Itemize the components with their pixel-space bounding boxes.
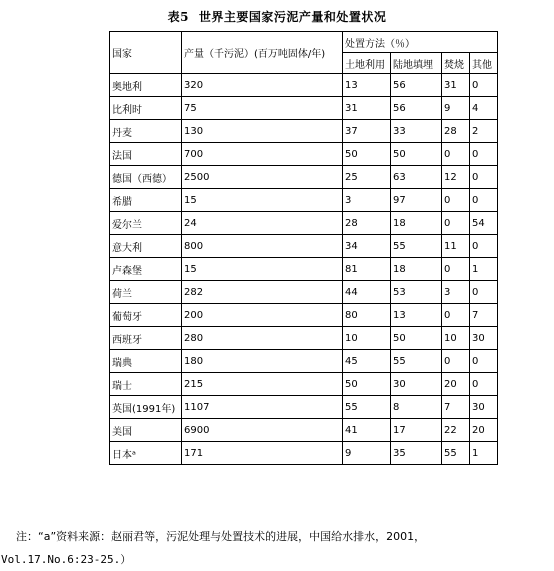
land-use-cell: 81 bbox=[343, 258, 391, 281]
other-cell: 0 bbox=[470, 350, 498, 373]
land-use-cell: 3 bbox=[343, 189, 391, 212]
table-row bbox=[110, 327, 498, 350]
landfill-cell: 55 bbox=[391, 350, 442, 373]
country-cell: 瑞典 bbox=[110, 350, 182, 373]
header-output: 产量（千污泥）(百万吨固体/年) bbox=[182, 32, 343, 74]
landfill-cell: 50 bbox=[391, 143, 442, 166]
other-cell: 7 bbox=[470, 304, 498, 327]
incineration-cell: 0 bbox=[442, 258, 470, 281]
land-use-cell: 34 bbox=[343, 235, 391, 258]
table-row bbox=[110, 442, 498, 465]
incineration-cell: 0 bbox=[442, 304, 470, 327]
country-cell: 德国（西德） bbox=[110, 166, 182, 189]
other-cell: 0 bbox=[470, 235, 498, 258]
table-row bbox=[110, 212, 498, 235]
output-cell: 1107 bbox=[182, 396, 343, 419]
output-cell: 200 bbox=[182, 304, 343, 327]
table-row bbox=[110, 281, 498, 304]
output-cell: 282 bbox=[182, 281, 343, 304]
country-cell: 比利时 bbox=[110, 97, 182, 120]
land-use-cell: 50 bbox=[343, 143, 391, 166]
incineration-cell: 55 bbox=[442, 442, 470, 465]
table-caption: 世界主要国家污泥产量和处置状况 bbox=[198, 10, 387, 24]
country-cell: 英国(1991年) bbox=[110, 396, 182, 419]
table-row bbox=[110, 189, 498, 212]
landfill-cell: 13 bbox=[391, 304, 442, 327]
land-use-cell: 10 bbox=[343, 327, 391, 350]
country-cell: 荷兰 bbox=[110, 281, 182, 304]
table-title bbox=[0, 8, 554, 25]
other-cell: 0 bbox=[470, 373, 498, 396]
other-cell: 0 bbox=[470, 74, 498, 97]
header-incineration: 焚烧 bbox=[442, 53, 470, 74]
land-use-cell: 41 bbox=[343, 419, 391, 442]
land-use-cell: 37 bbox=[343, 120, 391, 143]
landfill-cell: 53 bbox=[391, 281, 442, 304]
landfill-cell: 18 bbox=[391, 258, 442, 281]
incineration-cell: 11 bbox=[442, 235, 470, 258]
incineration-cell: 22 bbox=[442, 419, 470, 442]
other-cell: 2 bbox=[470, 120, 498, 143]
table-row bbox=[110, 74, 498, 97]
table-number: 表5 bbox=[167, 10, 189, 24]
land-use-cell: 25 bbox=[343, 166, 391, 189]
land-use-cell: 80 bbox=[343, 304, 391, 327]
other-cell: 4 bbox=[470, 97, 498, 120]
land-use-cell: 55 bbox=[343, 396, 391, 419]
landfill-cell: 33 bbox=[391, 120, 442, 143]
table-row bbox=[110, 396, 498, 419]
landfill-cell: 35 bbox=[391, 442, 442, 465]
other-cell: 30 bbox=[470, 396, 498, 419]
output-cell: 6900 bbox=[182, 419, 343, 442]
other-cell: 0 bbox=[470, 281, 498, 304]
table-row bbox=[110, 143, 498, 166]
output-cell: 75 bbox=[182, 97, 343, 120]
country-cell: 卢森堡 bbox=[110, 258, 182, 281]
header-country: 国家 bbox=[110, 32, 182, 74]
incineration-cell: 0 bbox=[442, 350, 470, 373]
table-row bbox=[110, 166, 498, 189]
landfill-cell: 63 bbox=[391, 166, 442, 189]
output-cell: 280 bbox=[182, 327, 343, 350]
other-cell: 0 bbox=[470, 166, 498, 189]
land-use-cell: 31 bbox=[343, 97, 391, 120]
header-landfill: 陆地填埋 bbox=[391, 53, 442, 74]
landfill-cell: 97 bbox=[391, 189, 442, 212]
country-cell: 丹麦 bbox=[110, 120, 182, 143]
incineration-cell: 31 bbox=[442, 74, 470, 97]
output-cell: 320 bbox=[182, 74, 343, 97]
landfill-cell: 30 bbox=[391, 373, 442, 396]
incineration-cell: 10 bbox=[442, 327, 470, 350]
output-cell: 171 bbox=[182, 442, 343, 465]
output-cell: 24 bbox=[182, 212, 343, 235]
other-cell: 1 bbox=[470, 258, 498, 281]
incineration-cell: 0 bbox=[442, 212, 470, 235]
incineration-cell: 0 bbox=[442, 143, 470, 166]
country-cell: 西班牙 bbox=[110, 327, 182, 350]
table-row bbox=[110, 120, 498, 143]
land-use-cell: 44 bbox=[343, 281, 391, 304]
country-cell: 希腊 bbox=[110, 189, 182, 212]
country-cell: 瑞士 bbox=[110, 373, 182, 396]
table-row bbox=[110, 258, 498, 281]
table-row bbox=[110, 373, 498, 396]
incineration-cell: 7 bbox=[442, 396, 470, 419]
incineration-cell: 9 bbox=[442, 97, 470, 120]
output-cell: 15 bbox=[182, 258, 343, 281]
output-cell: 15 bbox=[182, 189, 343, 212]
landfill-cell: 17 bbox=[391, 419, 442, 442]
country-cell: 日本ᵃ bbox=[110, 442, 182, 465]
other-cell: 20 bbox=[470, 419, 498, 442]
header-land-use: 土地利用 bbox=[343, 53, 391, 74]
other-cell: 30 bbox=[470, 327, 498, 350]
incineration-cell: 0 bbox=[442, 189, 470, 212]
incineration-cell: 12 bbox=[442, 166, 470, 189]
output-cell: 700 bbox=[182, 143, 343, 166]
footnote-line-2: Vol.17.No.6:23-25.） bbox=[1, 553, 132, 566]
output-cell: 2500 bbox=[182, 166, 343, 189]
incineration-cell: 3 bbox=[442, 281, 470, 304]
other-cell: 54 bbox=[470, 212, 498, 235]
country-cell: 爱尔兰 bbox=[110, 212, 182, 235]
country-cell: 奥地利 bbox=[110, 74, 182, 97]
output-cell: 215 bbox=[182, 373, 343, 396]
output-cell: 180 bbox=[182, 350, 343, 373]
country-cell: 意大利 bbox=[110, 235, 182, 258]
country-cell: 葡萄牙 bbox=[110, 304, 182, 327]
landfill-cell: 56 bbox=[391, 97, 442, 120]
output-cell: 800 bbox=[182, 235, 343, 258]
land-use-cell: 50 bbox=[343, 373, 391, 396]
table-body bbox=[110, 74, 498, 465]
output-cell: 130 bbox=[182, 120, 343, 143]
country-cell: 法国 bbox=[110, 143, 182, 166]
header-disposal-method: 处置方法（％） bbox=[343, 32, 498, 53]
incineration-cell: 20 bbox=[442, 373, 470, 396]
landfill-cell: 8 bbox=[391, 396, 442, 419]
table-row bbox=[110, 235, 498, 258]
table-row bbox=[110, 419, 498, 442]
land-use-cell: 28 bbox=[343, 212, 391, 235]
land-use-cell: 45 bbox=[343, 350, 391, 373]
header-other: 其他 bbox=[470, 53, 498, 74]
incineration-cell: 28 bbox=[442, 120, 470, 143]
table-row bbox=[110, 304, 498, 327]
landfill-cell: 18 bbox=[391, 212, 442, 235]
footnote-line-1: 注：“a”资料来源：赵丽君等，污泥处理与处置技术的进展，中国给水排水，2001， bbox=[16, 530, 426, 543]
table-row bbox=[110, 350, 498, 373]
country-cell: 美国 bbox=[110, 419, 182, 442]
sludge-data-table bbox=[109, 31, 498, 465]
other-cell: 1 bbox=[470, 442, 498, 465]
landfill-cell: 50 bbox=[391, 327, 442, 350]
other-cell: 0 bbox=[470, 189, 498, 212]
landfill-cell: 56 bbox=[391, 74, 442, 97]
land-use-cell: 13 bbox=[343, 74, 391, 97]
landfill-cell: 55 bbox=[391, 235, 442, 258]
other-cell: 0 bbox=[470, 143, 498, 166]
table-row bbox=[110, 97, 498, 120]
land-use-cell: 9 bbox=[343, 442, 391, 465]
